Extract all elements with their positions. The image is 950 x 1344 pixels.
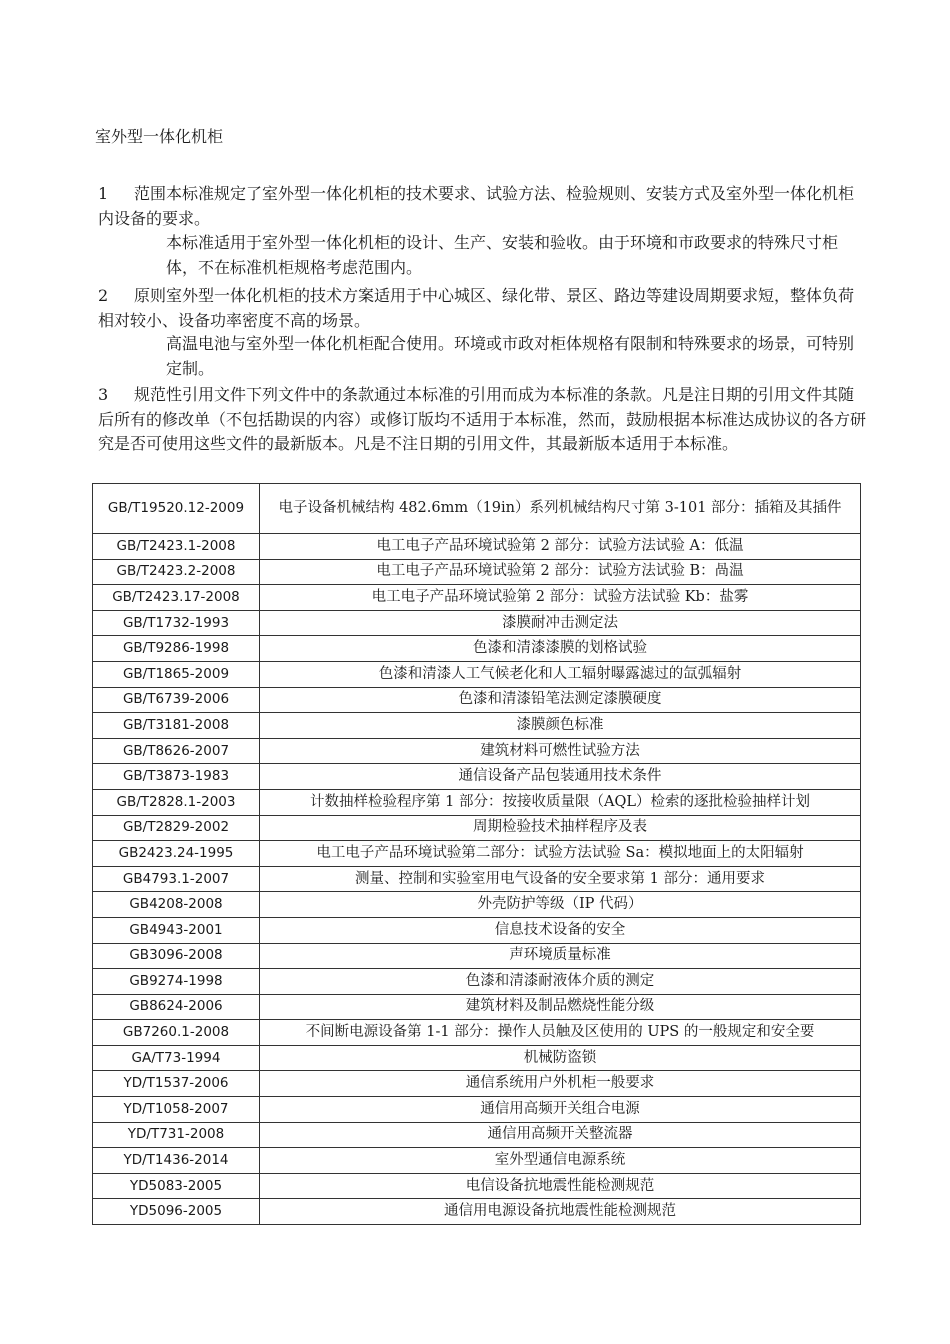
table-row <box>93 687 861 713</box>
table-row <box>93 559 861 585</box>
section-scope <box>98 182 868 231</box>
table-row <box>93 994 861 1020</box>
standard-code-cell: GB/T3873-1983 <box>93 764 260 790</box>
standard-name-cell: 信息技术设备的安全 <box>260 917 861 943</box>
standard-name-cell: 测量、控制和实验室用电气设备的安全要求第 1 部分：通用要求 <box>260 866 861 892</box>
standard-code-cell: GA/T73-1994 <box>93 1045 260 1071</box>
standard-name-cell: 通信用高频开关整流器 <box>260 1122 861 1148</box>
standard-name-cell: 电工电子产品环境试验第 2 部分：试验方法试验 A：低温 <box>260 534 861 560</box>
standard-code-cell: YD/T1537-2006 <box>93 1071 260 1097</box>
standard-code-cell: YD5096-2005 <box>93 1199 260 1225</box>
table-row <box>93 789 861 815</box>
standard-name-cell: 通信系统用户外机柜一般要求 <box>260 1071 861 1097</box>
section-references <box>98 383 868 457</box>
section-text: 范围本标准规定了室外型一体化机柜的技术要求、试验方法、检验规则、安装方式及室外型一体化机柜内设备的要求。 <box>98 184 855 228</box>
standard-name-cell: 外壳防护等级（IP 代码） <box>260 892 861 918</box>
table-row <box>93 866 861 892</box>
section-number: 3 <box>98 385 109 404</box>
section-number: 1 <box>98 184 109 203</box>
standard-code-cell: GB4208-2008 <box>93 892 260 918</box>
standard-code-cell: GB4943-2001 <box>93 917 260 943</box>
standard-code-cell: GB/T6739-2006 <box>93 687 260 713</box>
standard-name-cell: 室外型通信电源系统 <box>260 1148 861 1174</box>
section-number: 2 <box>98 286 109 305</box>
table-row <box>93 969 861 995</box>
standard-code-cell: GB/T2423.2-2008 <box>93 559 260 585</box>
standard-name-cell: 色漆和清漆耐液体介质的测定 <box>260 969 861 995</box>
standard-code-cell: GB9274-1998 <box>93 969 260 995</box>
standard-name-cell: 电工电子产品环境试验第 2 部分：试验方法试验 B：咼温 <box>260 559 861 585</box>
table-row <box>93 1173 861 1199</box>
table-row <box>93 892 861 918</box>
section-text: 原则室外型一体化机柜的技术方案适用于中心城区、绿化带、景区、路边等建设周期要求短，整体负荷相对较小、设备功率密度不高的场景。 <box>98 286 855 330</box>
standard-code-cell: GB4793.1-2007 <box>93 866 260 892</box>
table-row <box>93 764 861 790</box>
standard-name-cell: 建筑材料可燃性试验方法 <box>260 738 861 764</box>
standard-code-cell: GB/T19520.12-2009 <box>93 484 260 534</box>
table-row <box>93 1122 861 1148</box>
standard-code-cell: YD/T1436-2014 <box>93 1148 260 1174</box>
standard-name-cell: 电工电子产品环境试验第 2 部分：试验方法试验 Kb：盐雾 <box>260 585 861 611</box>
table-row <box>93 1148 861 1174</box>
standard-code-cell: GB/T2423.1-2008 <box>93 534 260 560</box>
standard-code-cell: GB2423.24-1995 <box>93 841 260 867</box>
standard-code-cell: GB/T2828.1-2003 <box>93 789 260 815</box>
standard-code-cell: GB/T3181-2008 <box>93 713 260 739</box>
table-row <box>93 1199 861 1225</box>
standard-name-cell: 建筑材料及制品燃烧性能分级 <box>260 994 861 1020</box>
standard-name-cell: 漆膜耐冲击测定法 <box>260 610 861 636</box>
table-row <box>93 1071 861 1097</box>
standard-code-cell: GB8624-2006 <box>93 994 260 1020</box>
standard-code-cell: GB/T2423.17-2008 <box>93 585 260 611</box>
normative-references-table <box>92 483 861 1225</box>
standard-name-cell: 电子设备机械结构 482.6mm（19in）系列机械结构尺寸第 3-101 部分：插箱及其插件 <box>260 484 861 534</box>
standard-name-cell: 电工电子产品环境试验第二部分：试验方法试验 Sa：模拟地面上的太阳辐射 <box>260 841 861 867</box>
standard-name-cell: 不间断电源设备第 1-1 部分：操作人员触及区使用的 UPS 的一般规定和安全要 <box>260 1020 861 1046</box>
standard-name-cell: 电信设备抗地震性能检测规范 <box>260 1173 861 1199</box>
standard-name-cell: 通信用电源设备抗地震性能检测规范 <box>260 1199 861 1225</box>
standard-name-cell: 色漆和清漆人工气候老化和人工辐射曝露滤过的氙弧辐射 <box>260 661 861 687</box>
document-title: 室外型一体化机柜 <box>95 127 224 146</box>
standard-code-cell: GB/T2829-2002 <box>93 815 260 841</box>
standard-name-cell: 色漆和清漆铅笔法测定漆膜硬度 <box>260 687 861 713</box>
table-row <box>93 661 861 687</box>
standard-code-cell: GB/T1732-1993 <box>93 610 260 636</box>
table-row <box>93 917 861 943</box>
section-scope-note: 本标准适用于室外型一体化机柜的设计、生产、安装和验收。由于环境和市政要求的特殊尺寸柜体，不在标准机柜规格考虑范围内。 <box>166 233 839 277</box>
table-row <box>93 636 861 662</box>
standard-name-cell: 声环境质量标准 <box>260 943 861 969</box>
table-row <box>93 1097 861 1123</box>
section-text: 规范性引用文件下列文件中的条款通过本标准的引用而成为本标准的条款。凡是注日期的引用文件其随后所有的修改单（不包括勘误的内容）或修订版均不适用于本标准，然而，鼓励根据本标准达成协议的各方研究是否可使用这些文件的最新版本。凡是不注日期的引用文件，其最新版本适用于本标准。 <box>98 385 867 453</box>
section-principle <box>98 284 868 333</box>
standard-code-cell: GB7260.1-2008 <box>93 1020 260 1046</box>
table-row <box>93 610 861 636</box>
table-row <box>93 484 861 534</box>
section-principle-note: 高温电池与室外型一体化机柜配合使用。环境或市政对柜体规格有限制和特殊要求的场景，可特别定制。 <box>166 334 855 378</box>
standard-code-cell: GB/T1865-2009 <box>93 661 260 687</box>
standard-name-cell: 计数抽样检验程序第 1 部分：按接收质量限（AQL）检索的逐批检验抽样计划 <box>260 789 861 815</box>
standard-name-cell: 漆膜颜色标准 <box>260 713 861 739</box>
table-row <box>93 713 861 739</box>
standard-code-cell: YD/T731-2008 <box>93 1122 260 1148</box>
standard-code-cell: GB/T8626-2007 <box>93 738 260 764</box>
table-row <box>93 943 861 969</box>
standard-name-cell: 通信设备产品包装通用技术条件 <box>260 764 861 790</box>
table-row <box>93 815 861 841</box>
standard-code-cell: GB3096-2008 <box>93 943 260 969</box>
table-row <box>93 1020 861 1046</box>
table-row <box>93 1045 861 1071</box>
standard-name-cell: 机械防盗锁 <box>260 1045 861 1071</box>
standard-code-cell: YD5083-2005 <box>93 1173 260 1199</box>
standard-name-cell: 周期检验技术抽样程序及表 <box>260 815 861 841</box>
table-row <box>93 585 861 611</box>
standard-name-cell: 通信用高频开关组合电源 <box>260 1097 861 1123</box>
table-row <box>93 738 861 764</box>
table-row <box>93 534 861 560</box>
standard-code-cell: GB/T9286-1998 <box>93 636 260 662</box>
table-row <box>93 841 861 867</box>
standard-name-cell: 色漆和清漆漆膜的划格试验 <box>260 636 861 662</box>
standard-code-cell: YD/T1058-2007 <box>93 1097 260 1123</box>
